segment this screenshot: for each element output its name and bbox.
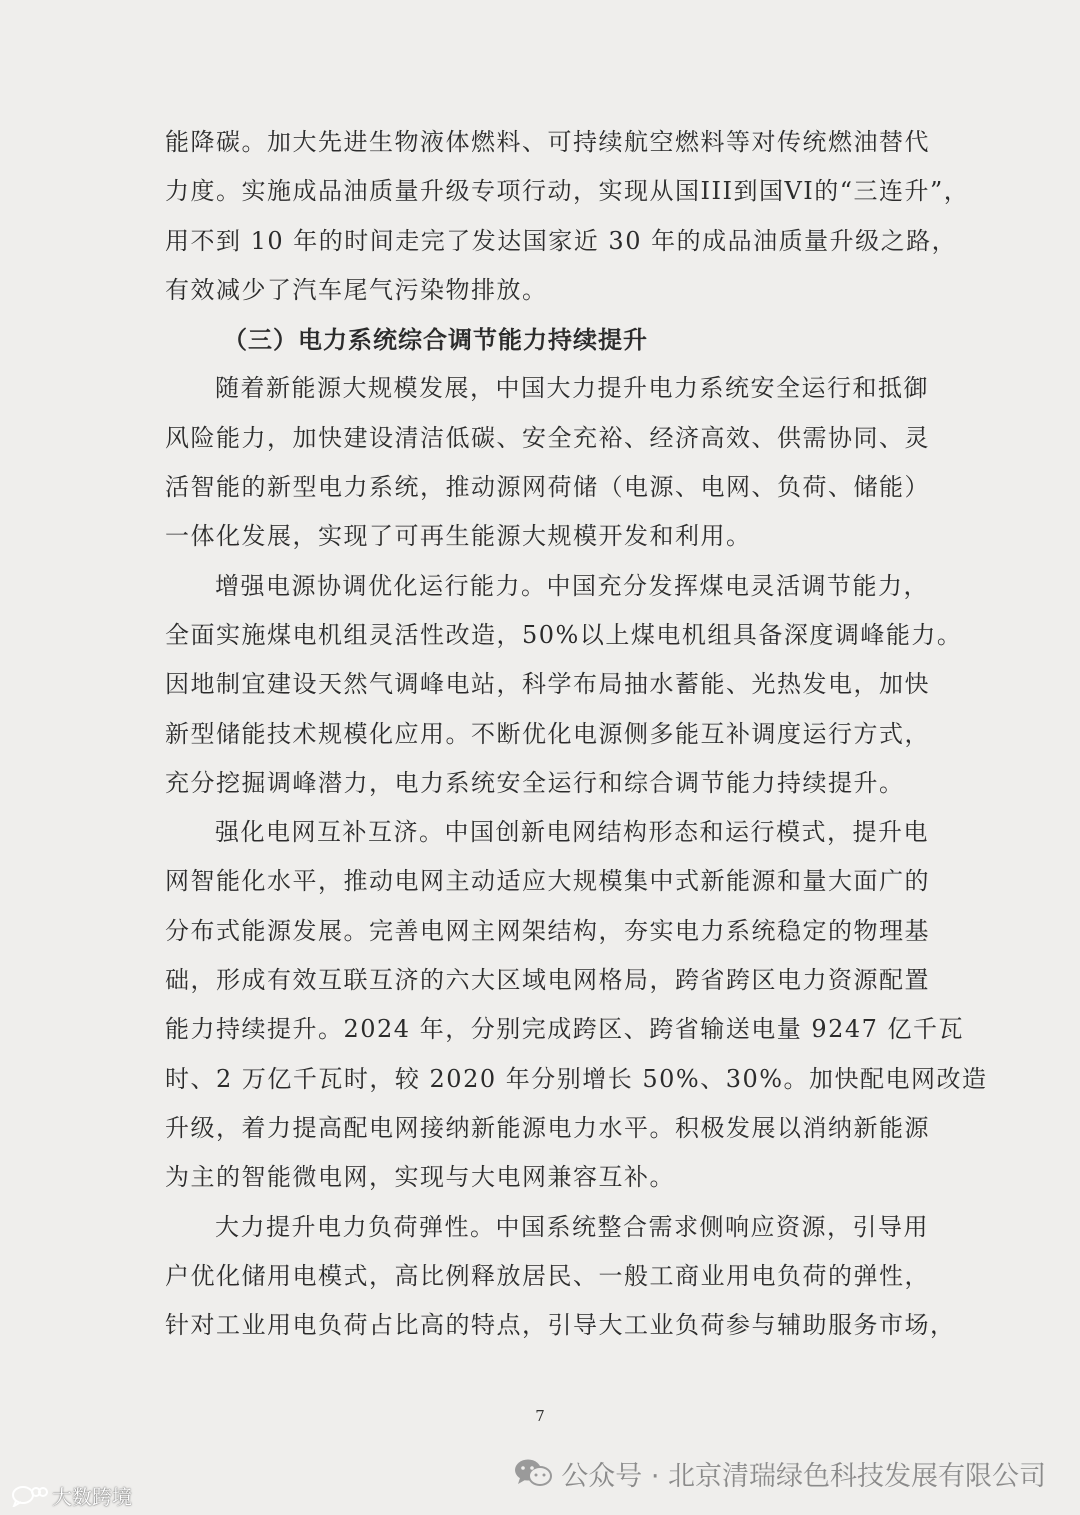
text-line: 一体化发展，实现了可再生能源大规模开发和利用。 (165, 522, 752, 551)
watermark-right (513, 1452, 1046, 1494)
text-line: 础，形成有效互联互济的六大区域电网格局，跨省跨区电力资源配置 (165, 966, 930, 995)
text-line: 强化电网互补互济。中国创新电网结构形态和运行模式，提升电 (215, 818, 929, 847)
watermark-left-text: 大数跨境 (52, 1484, 132, 1509)
section-heading: （三）电力系统综合调节能力持续提升 (223, 325, 648, 355)
text-line: 户优化储用电模式，高比例释放居民、一般工商业用电负荷的弹性， (165, 1261, 930, 1290)
text-line: 随着新能源大规模发展，中国大力提升电力系统安全运行和抵御 (215, 374, 929, 403)
wechat-icon (513, 1457, 553, 1489)
text-line: 能力持续提升。2024 年，分别完成跨区、跨省输送电量 9247 亿千瓦 (165, 1015, 965, 1044)
text-line: 有效减少了汽车尾气污染物排放。 (165, 275, 548, 304)
text-line: 能降碳。加大先进生物液体燃料、可持续航空燃料等对传统燃油替代 (165, 128, 930, 156)
text-line: 增强电源协调优化运行能力。中国充分发挥煤电灵活调节能力， (215, 571, 929, 600)
page-number: 7 (535, 1407, 545, 1425)
text-line: 网智能化水平，推动电网主动适应大规模集中式新能源和量大面广的 (165, 867, 930, 896)
text-line: 为主的智能微电网，实现与大电网兼容互补。 (165, 1163, 675, 1192)
text-line: 新型储能技术规模化应用。不断优化电源侧多能互补调度运行方式， (165, 719, 930, 748)
watermark-left (10, 1478, 132, 1512)
text-line: 用不到 10 年的时间走完了发达国家近 30 年的成品油质量升级之路， (165, 226, 958, 255)
document-body (165, 118, 988, 1350)
text-line: 升级，着力提高配电网接纳新能源电力水平。积极发展以消纳新能源 (165, 1113, 930, 1142)
watermark-right-text: 公众号 · 北京清瑞绿色科技发展有限公司 (561, 1460, 1046, 1492)
text-line: 活智能的新型电力系统，推动源网荷储（电源、电网、负荷、储能） (165, 473, 930, 502)
text-line: 针对工业用电负荷占比高的特点，引导大工业负荷参与辅助服务市场， (165, 1311, 956, 1340)
text-line: 分布式能源发展。完善电网主网架结构，夯实电力系统稳定的物理基 (165, 916, 930, 945)
text-line: 时、2 万亿千瓦时，较 2020 年分别增长 50%、30%。加快配电网改造 (165, 1064, 988, 1093)
text-line: 因地制宜建设天然气调峰电站，科学布局抽水蓄能、光热发电，加快 (165, 670, 930, 699)
text-line: 大力提升电力负荷弹性。中国系统整合需求侧响应资源，引导用 (215, 1212, 929, 1241)
text-line: 充分挖掘调峰潜力，电力系统安全运行和综合调节能力持续提升。 (165, 768, 905, 797)
text-line: 力度。实施成品油质量升级专项行动，实现从国III到国VI的“三连升”， (165, 177, 970, 206)
text-line: 全面实施煤电机组灵活性改造，50%以上煤电机组具备深度调峰能力。 (165, 620, 963, 649)
chat-bubble-logo-icon (10, 1483, 48, 1507)
text-line: 风险能力，加快建设清洁低碳、安全充裕、经济高效、供需协同、灵 (165, 423, 930, 452)
